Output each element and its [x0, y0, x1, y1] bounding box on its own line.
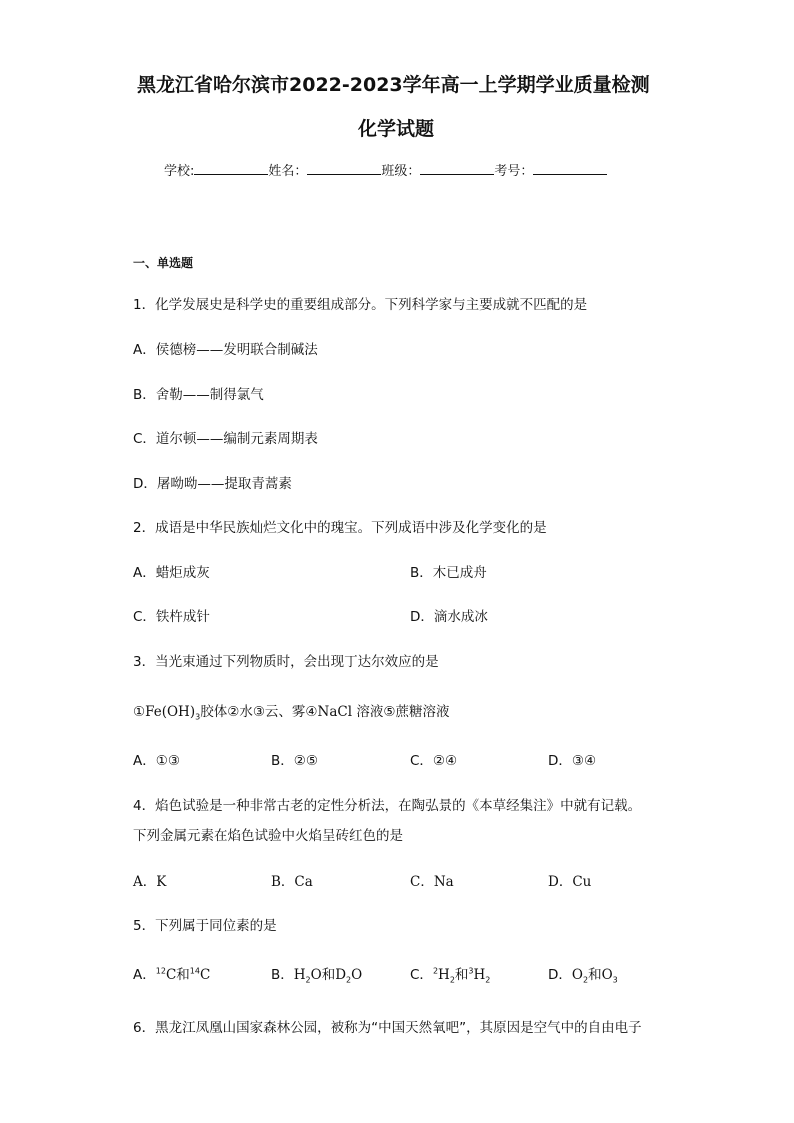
name-label: 姓名： — [268, 164, 308, 179]
item-1-formula: Fe(OH) — [145, 704, 196, 720]
option-b-and: 和 — [321, 967, 336, 983]
question-5-stem: 5．下列属于同位素的是 — [133, 918, 277, 934]
question-1-option-a: A．侯德榜——发明联合制碱法 — [133, 342, 318, 358]
item-3-marker: ③ — [252, 704, 265, 720]
item-1-marker: ① — [133, 704, 146, 720]
option-d-o3: O — [601, 967, 613, 983]
question-4-option-a: A．K — [133, 874, 167, 890]
question-5-option-d — [548, 963, 618, 985]
option-b-d-sub: 2 — [346, 975, 352, 985]
option-a-mass-14: 14 — [189, 966, 200, 976]
option-b-h: H — [293, 967, 306, 983]
option-c-h-1-sub: 2 — [449, 975, 455, 985]
school-blank — [194, 162, 268, 175]
item-3-text: 云、雾 — [264, 704, 306, 720]
question-2-option-d: D．滴水成冰 — [410, 609, 488, 625]
question-4-stem-line-2: 下列金属元素在焰色试验中火焰呈砖红色的是 — [133, 828, 403, 844]
option-d-prefix: D． — [548, 967, 572, 983]
option-d-o2-sub: 2 — [582, 975, 589, 985]
item-2-text: 水 — [239, 704, 253, 720]
option-b-d: D — [335, 967, 347, 983]
document-subtitle: 化学试题 — [358, 118, 435, 140]
question-3-option-c: C．②④ — [410, 753, 458, 769]
question-1-option-c: C．道尔顿——编制元素周期表 — [133, 431, 318, 447]
option-b-o-2: O — [351, 967, 363, 983]
option-c-h-2-sub: 2 — [485, 975, 491, 985]
question-4-stem-line-1: 4．焰色试验是一种非常古老的定性分析法，在陶弘景的《本草经集注》中就有记载。 — [133, 798, 642, 814]
item-5-marker: ⑤ — [383, 704, 396, 720]
document-title: 黑龙江省哈尔滨市2022-2023学年高一上学期学业质量检测 — [137, 74, 650, 96]
option-c-h-2: H — [473, 967, 486, 983]
option-c-mass-3: 3 — [468, 966, 474, 976]
question-1-option-d: D．屠呦呦——提取青蒿素 — [133, 476, 292, 492]
item-4-text: 溶液 — [356, 704, 384, 720]
item-2-marker: ② — [227, 704, 240, 720]
item-5-text: 蔗糖溶液 — [395, 704, 450, 720]
item-1-subscript: 3 — [195, 712, 201, 722]
question-4-option-c: C．Na — [410, 874, 454, 890]
question-5-option-b — [271, 963, 362, 985]
question-2-stem: 2．成语是中华民族灿烂文化中的瑰宝。下列成语中涉及化学变化的是 — [133, 520, 547, 536]
option-b-o: O — [310, 967, 322, 983]
question-2-option-a: A．蜡炬成灰 — [133, 565, 210, 581]
question-3-stem: 3．当光束通过下列物质时，会出现丁达尔效应的是 — [133, 654, 439, 670]
question-2-option-b: B．木已成舟 — [410, 565, 487, 581]
option-a-prefix: A． — [133, 967, 156, 983]
option-a-and: 和 — [176, 967, 190, 983]
option-c-mass-2: 2 — [432, 966, 439, 976]
question-3-option-a: A．①③ — [133, 753, 180, 769]
option-d-o3-sub: 3 — [612, 975, 618, 985]
option-a-mass-12: 12 — [155, 966, 166, 976]
option-d-o2: O — [571, 967, 583, 983]
question-4-option-d: D．Cu — [548, 874, 592, 890]
question-4-option-b: B．Ca — [271, 874, 313, 890]
option-c-and: 和 — [454, 967, 469, 983]
question-1-option-b: B．舍勒——制得氯气 — [133, 387, 264, 403]
item-4-formula: NaCl — [317, 704, 353, 720]
option-b-h-sub: 2 — [305, 975, 311, 985]
option-a-carbon-1: C — [165, 967, 177, 983]
question-5-option-a — [133, 963, 210, 983]
item-1-text: 胶体 — [200, 704, 228, 720]
question-1-stem: 1．化学发展史是科学史的重要组成部分。下列科学家与主要成就不匹配的是 — [133, 297, 588, 313]
student-info-line — [164, 160, 607, 179]
exam-no-blank — [533, 162, 607, 175]
question-3-option-d: D．③④ — [548, 753, 597, 769]
option-c-h-1: H — [438, 967, 450, 983]
question-3-items — [133, 700, 449, 722]
school-label: 学校: — [164, 164, 195, 179]
question-2-option-c: C．铁杵成针 — [133, 609, 210, 625]
option-b-prefix: B． — [271, 967, 294, 983]
exam-no-label: 考号： — [494, 164, 534, 179]
option-d-and: 和 — [588, 967, 602, 983]
option-c-prefix: C． — [410, 967, 433, 983]
question-3-option-b: B．②⑤ — [271, 753, 318, 769]
class-blank — [420, 162, 494, 175]
section-heading: 一、单选题 — [133, 256, 194, 270]
name-blank — [307, 162, 381, 175]
class-label: 班级： — [381, 164, 421, 179]
question-5-option-c — [410, 963, 490, 985]
item-4-marker: ④ — [305, 704, 318, 720]
option-a-carbon-2: C — [199, 967, 211, 983]
question-6-stem: 6．黑龙江凤凰山国家森林公园，被称为“中国天然氧吧”，其原因是空气中的自由电子 — [133, 1020, 642, 1036]
